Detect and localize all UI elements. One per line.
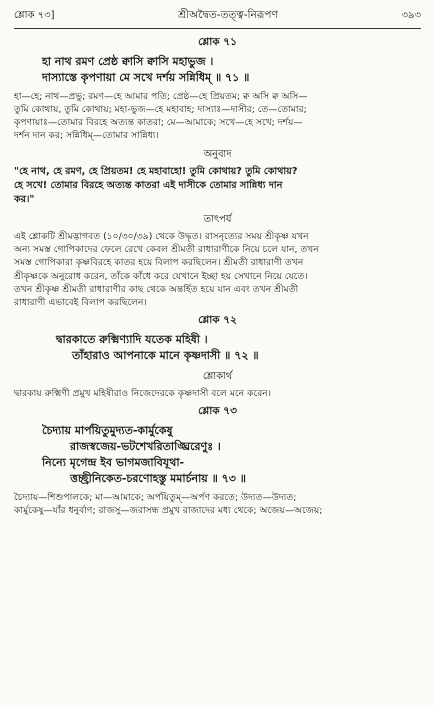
header-verse-ref: শ্লোক ৭৩]: [14, 10, 55, 21]
page-number: ৩৯৩: [401, 10, 421, 21]
purport-line: সমস্ত গোপিকারা কৃষ্ণবিরহে কাতর হয়ে বিলাপ করছিলেন। শ্রীমতী রাধারাণী তখন: [14, 257, 304, 269]
verse-73-line-3: নিন্যে মৃগেন্দ্র ইব ভাগমজাবিযূথা-: [42, 456, 185, 470]
gloss-line: দর্শন দান কর; সন্নিধিম্—তোমার সান্নিধ্য।: [14, 130, 159, 141]
verse-72-line-2: তাঁহারাও আপনাকে মানে কৃষ্ণদাসী ॥ ৭২ ॥: [72, 349, 259, 363]
verse-71-line-1: হা নাথ রমণ প্রেষ্ঠ ক্বাসি ক্বাসি মহাভুজ ।: [42, 55, 214, 68]
translation-line: হে সখে! তোমার বিরহে অত্যন্ত কাতরা এই দাসীকে তোমার সান্নিধ্য দান: [14, 180, 283, 191]
purport-line: এই শ্লোকটি শ্রীমদ্ভাগবত (১০/৩০/৩৯) থেকে উদ্ধৃত। রাসনৃত্যের সময় শ্রীকৃষ্ণ যখন: [14, 231, 309, 242]
gloss-line: হা—হে; নাথ—প্রভু; রমণ—হে আমার পতি; প্রেষ্ঠ—হে প্রিয়তম; ক্ব অসি ক্ব অসি—: [14, 91, 308, 102]
meaning-label: শ্লোকার্থ: [202, 371, 233, 383]
verse-71-word-meanings: [14, 90, 421, 142]
purport-line: শ্রীকৃষ্ণকে অনুরোধ করেন, তাঁকে কাঁধে করে যেখানে ইচ্ছা হয় সেখানে নিয়ে যেতে।: [14, 270, 308, 282]
verse-71-translation: [14, 165, 421, 207]
verse-71-purport: [14, 230, 421, 309]
verse-73-text: [14, 423, 421, 487]
header-chapter-title: শ্রীঅদ্বৈত-তত্ত্ব-নিরূপণ: [178, 9, 278, 21]
gloss-line: কৃপণায়াঃ—তোমার বিরহে অত্যন্ত কাতরা; মে—আমাকে; সখে—হে সখে; দর্শয়—: [14, 117, 303, 128]
translation-line: কর।": [14, 194, 35, 205]
verse-73-line-1: চৈদ্যায় মার্পয়িতুমুদ্যত-কার্মুকেষু: [42, 424, 173, 438]
verse-73-line-4: ত্তচ্ছ্রীনিকেত-চরণোহস্তু মমার্চনায় ॥ ৭৩ ॥: [70, 472, 247, 486]
translation-label: অনুবাদ: [203, 149, 232, 160]
verse-73-word-meanings: [14, 491, 421, 517]
purport-line: অন্য সমস্ত গোপিকাদের ফেলে রেখে কেবল শ্রীমতী রাধারাণীকে নিয়ে চলে যান, তখন: [14, 244, 319, 256]
verse-71-line-2: দাস্যাস্তে কৃপণায়া মে সখে দর্শয় সন্নিধিম্ ॥ ৭১ ॥: [42, 71, 250, 84]
gloss-line: কার্মুকেষু—যাঁর ধনুর্বাণ; রাজসু—জরাসন্ধ প্রমুখ রাজাদের মধ্য থেকে; অজেয়—অজেয়;: [14, 505, 323, 517]
gloss-line: তুমি কোথায়, তুমি কোথায়; মহা-ভুজ—হে মহাবাহ; দাস্যাঃ—দাসীর; তে—তোমার;: [14, 104, 307, 115]
verse-72-text: [14, 332, 421, 364]
purport-line: তখন শ্রীকৃষ্ণ শ্রীমতী রাধারাণীর কাছ থেকে অন্তর্হিত হয়ে যান এবং তখন শ্রীমতী: [14, 283, 299, 295]
gloss-line: চৈদ্যায়—শিশুপালকে; মা—আমাকে; অর্পয়িতুম্—অর্পণ করতে; উদ্যত—উদ্যত;: [14, 492, 297, 504]
verse-73-line-2: রাজস্বজেয়-ভটশেখরিতাঙ্ঘ্রিরেণুঃ ।: [70, 440, 221, 454]
translation-line: "হে নাথ, হে রমণ, হে প্রিয়তম! হে মহাবাহো! তুমি কোথায়? তুমি কোথায়?: [14, 166, 298, 177]
running-header: [14, 8, 421, 29]
verse-71-heading: শ্লোক ৭১: [198, 36, 237, 48]
purport-label: তাৎপর্য: [203, 214, 232, 225]
verse-72-meaning: দ্বারকায় রুক্মিণী প্রমুখ মহিষীরাও নিজেদেরকে কৃষ্ণদাসী বলে মনে করেন।: [14, 388, 272, 400]
verse-73-heading: শ্লোক ৭৩: [198, 405, 237, 418]
purport-line: রাধারাণী এভাবেই বিলাপ করছিলেন।: [14, 297, 147, 309]
verse-71-text: [14, 54, 421, 86]
verse-72-heading: শ্লোক ৭২: [198, 314, 237, 327]
verse-72-line-1: দ্বারকাতে রুক্মিণ্যাদি যতেক মহিষী ।: [56, 333, 208, 347]
